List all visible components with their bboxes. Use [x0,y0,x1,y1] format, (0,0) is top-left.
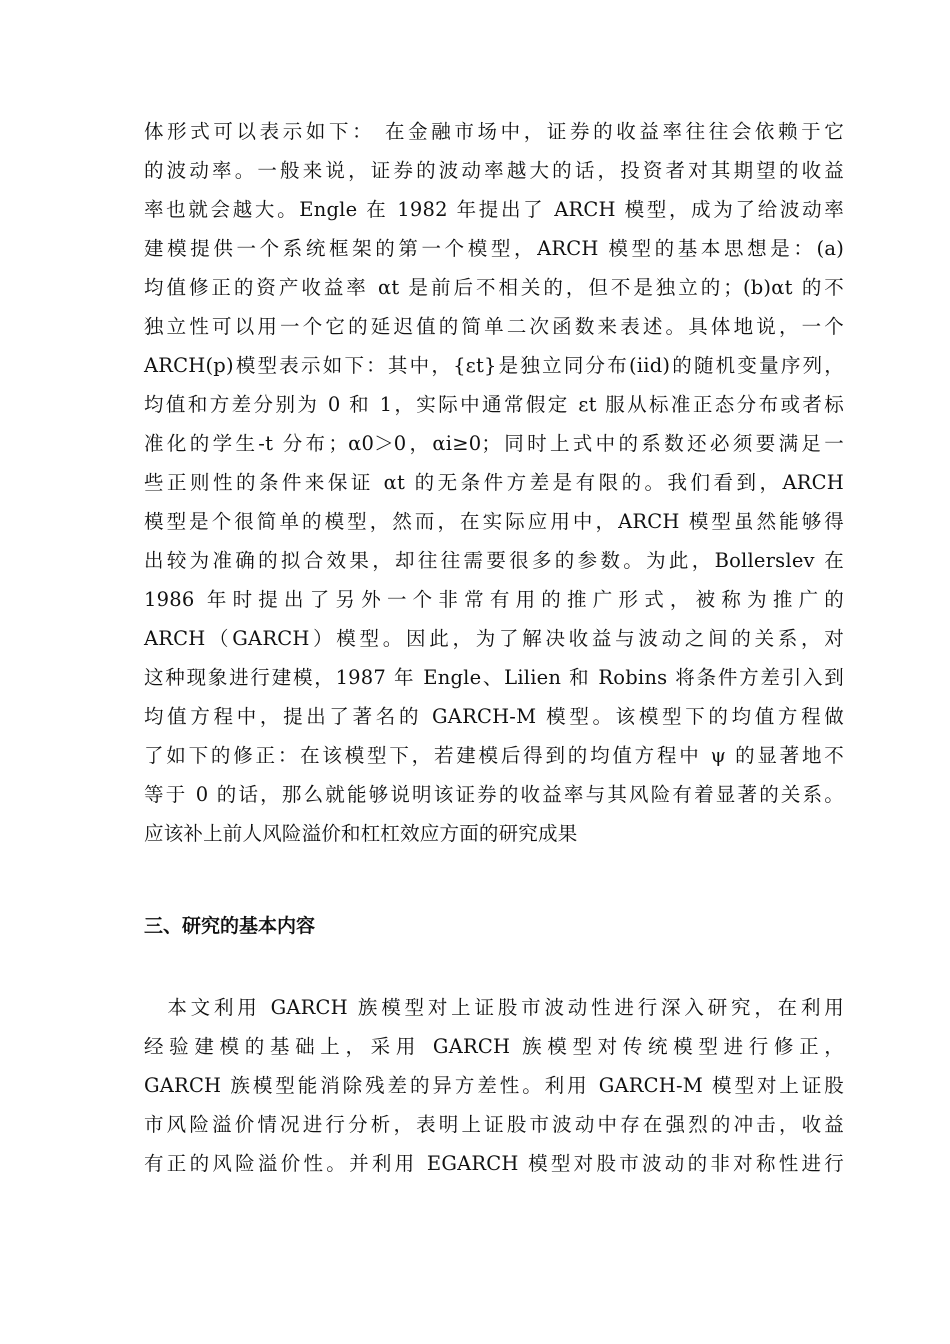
text-line: ARCH(p)模型表示如下：其中，{εt}是独立同分布(iid)的随机变量序列， [144,354,844,377]
text-line: 均值和方差分别为 0 和 1，实际中通常假定 εt 服从标准正态分布或者标 [144,393,844,416]
text-line: 等于 0 的话，那么就能够说明该证券的收益率与其风险有着显著的关系。 [144,783,844,806]
text-line: 经验建模的基础上，采用 GARCH 族模型对传统模型进行修正， [144,1035,844,1058]
text-line: 率也就会越大。Engle 在 1982 年提出了 ARCH 模型，成为了给波动率 [144,198,844,221]
text-line: 出较为准确的拟合效果，却往往需要很多的参数。为此，Bollerslev 在 [144,549,844,572]
text-line: 这种现象进行建模，1987 年 Engle、Lilien 和 Robins 将条件方差引入到 [144,666,844,689]
text-line: 准化的学生-t 分布；α0＞0，αi≥0；同时上式中的系数还必须要满足一 [144,432,844,455]
paragraph-research-content [144,988,844,1183]
text-line: 了如下的修正：在该模型下，若建模后得到的均值方程中 ψ 的显著地不 [144,744,844,767]
text-line: 体形式可以表示如下： 在金融市场中，证券的收益率往往会依赖于它 [144,120,844,143]
text-line: 模型是个很简单的模型，然而，在实际应用中，ARCH 模型虽然能够得 [144,510,844,533]
text-line: 市风险溢价情况进行分析，表明上证股市波动中存在强烈的冲击，收益 [144,1113,844,1136]
text-line-last: 应该补上前人风险溢价和杠杠效应方面的研究成果 [144,822,578,845]
paragraph-arch-garch-review [144,112,844,853]
text-line: 的波动率。一般来说，证券的波动率越大的话，投资者对其期望的收益 [144,159,844,182]
text-line: 独立性可以用一个它的延迟值的简单二次函数来表述。具体地说，一个 [144,315,844,338]
text-line: 建模提供一个系统框架的第一个模型，ARCH 模型的基本思想是：(a) [144,237,844,260]
text-line: 本文利用 GARCH 族模型对上证股市波动性进行深入研究，在利用 [144,996,844,1019]
text-line: 均值修正的资产收益率 αt 是前后不相关的，但不是独立的；(b)αt 的不 [144,276,844,299]
text-line: 有正的风险溢价性。并利用 EGARCH 模型对股市波动的非对称性进行 [144,1152,844,1175]
section-heading: 三、研究的基本内容 [144,915,316,937]
text-line: 些正则性的条件来保证 αt 的无条件方差是有限的。我们看到，ARCH [144,471,844,494]
text-line: ARCH（GARCH）模型。因此，为了解决收益与波动之间的关系，对 [144,627,844,650]
text-line: 1986 年时提出了另外一个非常有用的推广形式，被称为推广的 [144,588,844,611]
text-line: 均值方程中，提出了著名的 GARCH-M 模型。该模型下的均值方程做 [144,705,844,728]
text-line: GARCH 族模型能消除残差的异方差性。利用 GARCH-M 模型对上证股 [144,1074,844,1097]
